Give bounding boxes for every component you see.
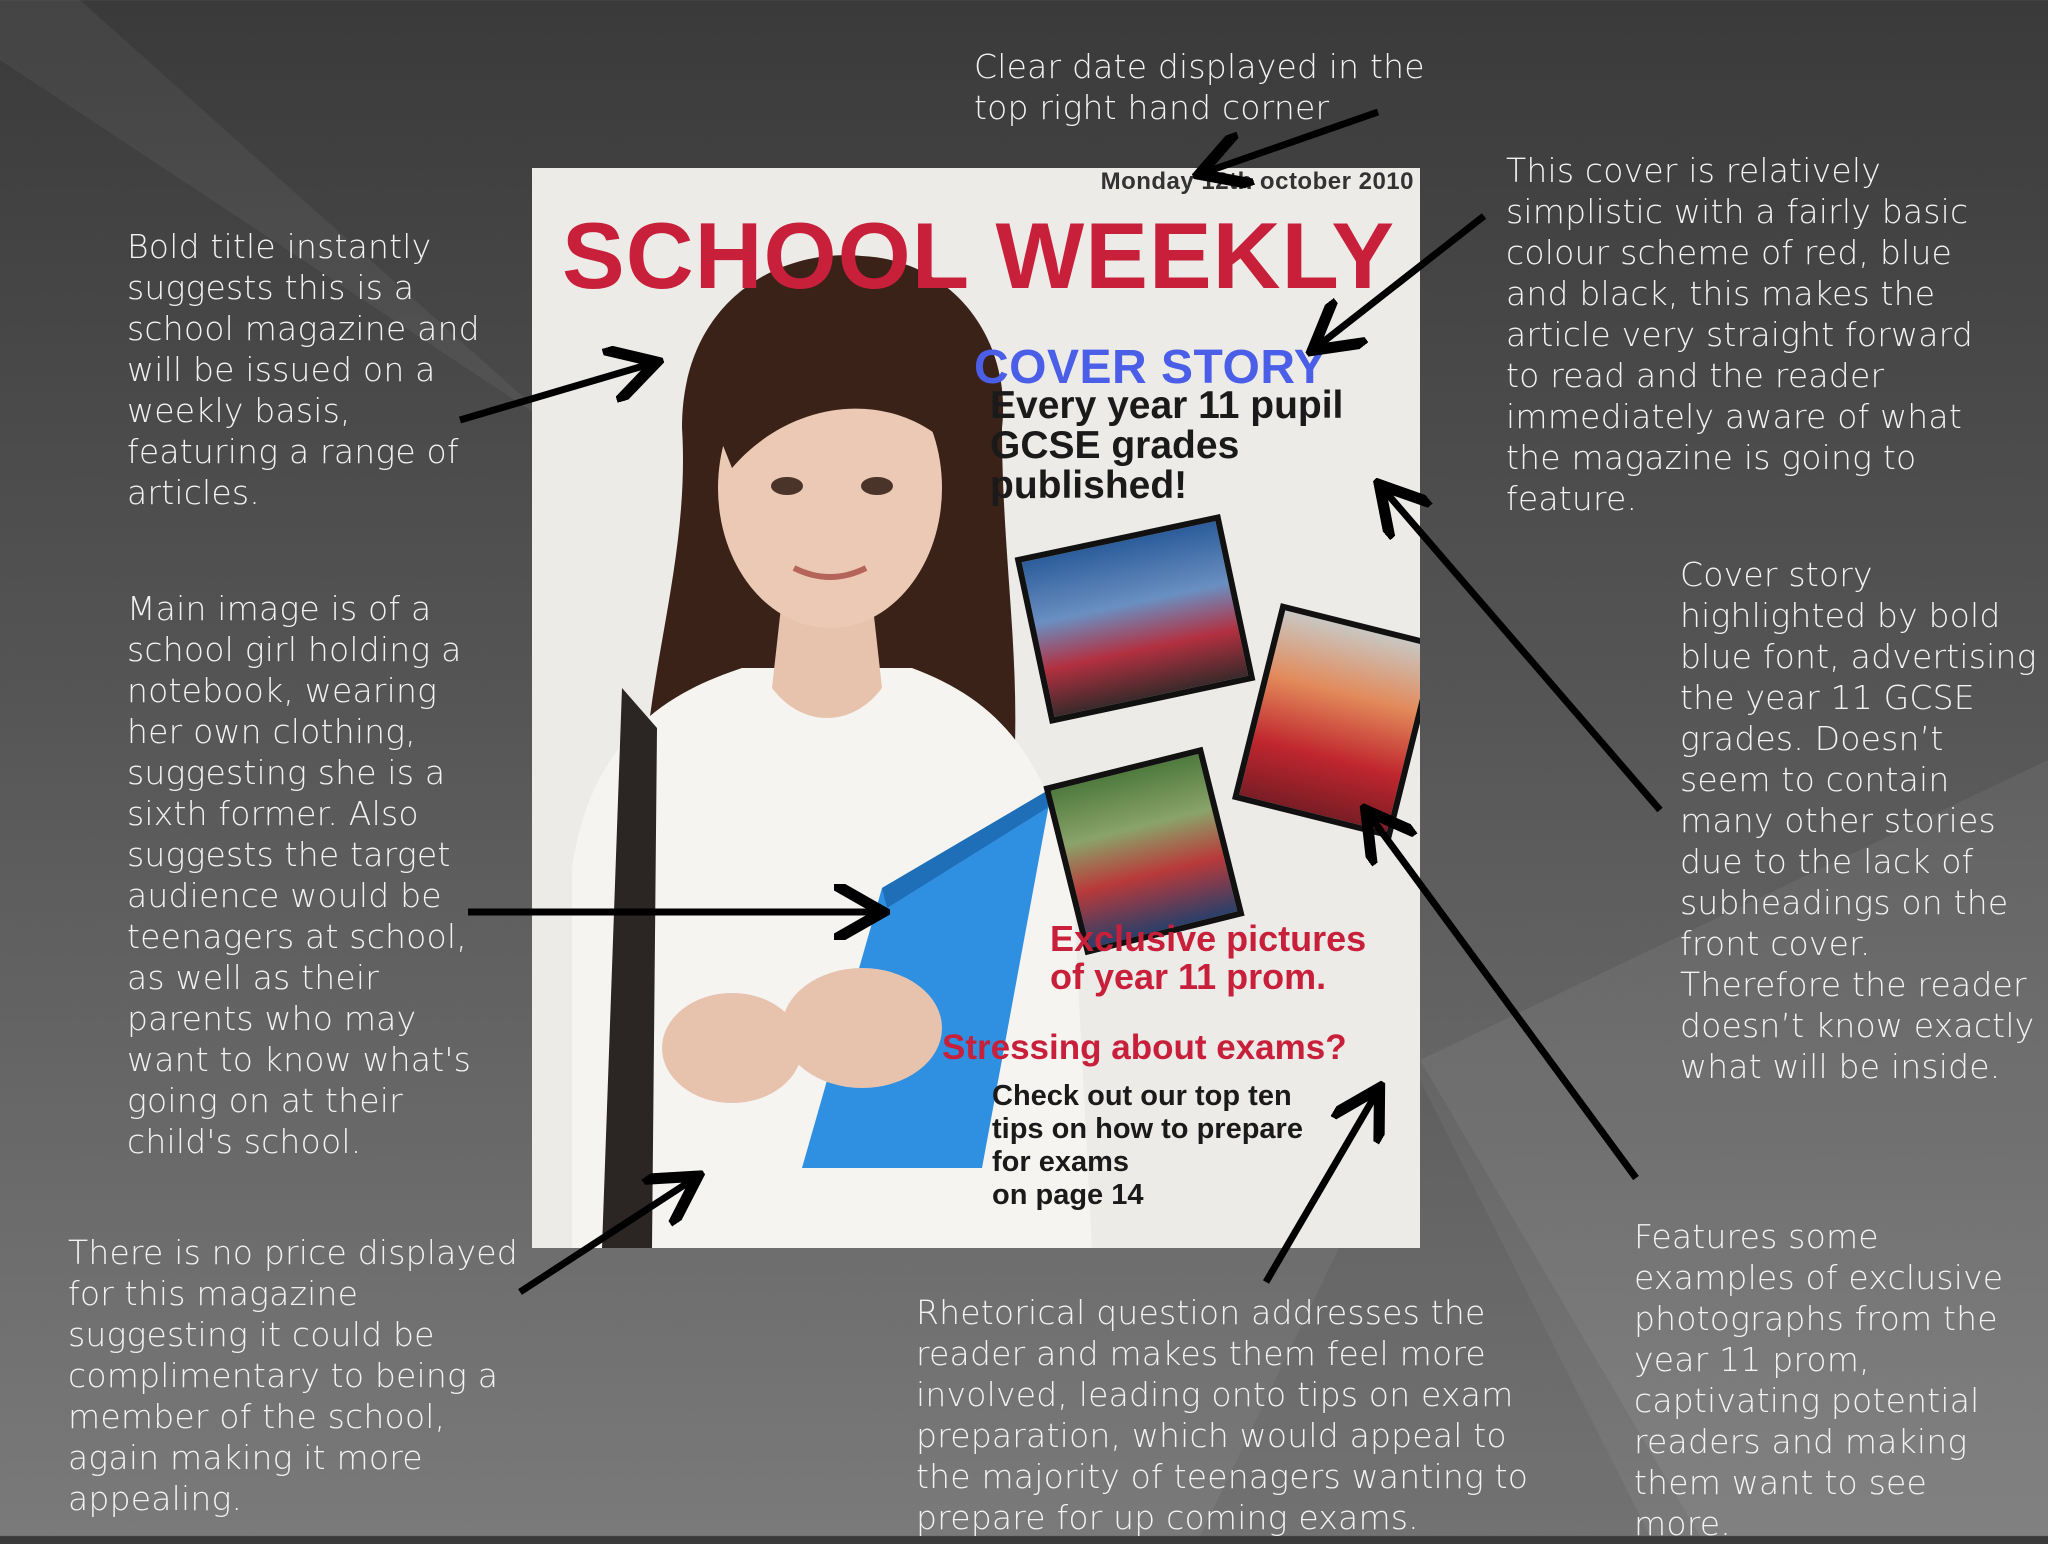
headline-line: Every year 11 pupil — [990, 384, 1344, 427]
arrow-title — [460, 364, 650, 420]
rhetorical-question-note: Rhetorical question addresses the reader and makes them feel more involved, leading onto tips on exam preparation, which would appeal to the majority of teenagers wanting to prepare for up coming exams. — [916, 1293, 1529, 1537]
arrow-photos — [1370, 816, 1636, 1178]
arrow-colour — [1318, 216, 1484, 346]
title-note: Bold title instantly suggests this is a school magazine and will be issued on a weekly basis, featuring a range of articles. — [127, 227, 480, 512]
price-note: There is no price displayed for this magazine suggesting it could be complimentary to being a member of the school, again making it more appealing. — [68, 1233, 518, 1518]
cover-story-label: COVER STORY — [974, 341, 1327, 394]
prom-line: Exclusive pictures — [1050, 918, 1367, 959]
arrow-price — [520, 1180, 692, 1292]
tips-line: Check out our top ten — [992, 1080, 1292, 1112]
cover-exams-question: Stressing about exams? — [942, 1028, 1347, 1067]
date-note: Clear date displayed in the top right hand corner — [974, 47, 1425, 127]
cover-date: Monday 12th october 2010 — [1100, 168, 1414, 195]
tips-line: tips on how to prepare — [992, 1113, 1303, 1145]
tips-line: on page 14 — [992, 1179, 1144, 1211]
colour-scheme-note: This cover is relatively simplistic with a fairly basic colour scheme of red, blue and black, this makes the article very straight forward to read and the reader immediately aware of what the magazine is going to feature. — [1506, 151, 1973, 518]
cover-story-note: Cover story highlighted by bold blue font, advertising the year 11 GCSE grades. Doesn’t seem to contain many other stories due to the lack of subheadings on the front cover. Therefore the reader doesn’t know exactly what will be inside. — [1680, 555, 2037, 1086]
arrow-question — [1266, 1094, 1376, 1282]
prom-line: of year 11 prom. — [1050, 956, 1327, 997]
main-image-note: Main image is of a school girl holding a notebook, wearing her own clothing, suggesting she is a sixth former. Also suggests the target audience would be teenagers at school, as well as their parents who may want to know what's going on at their child's school. — [127, 589, 471, 1161]
prom-photos-note: Features some examples of exclusive photographs from the year 11 prom, captivating potential readers and making them want to see more. — [1634, 1217, 2004, 1543]
arrow-cover-story — [1384, 490, 1660, 810]
arrow-date — [1206, 112, 1378, 172]
tips-line: for exams — [992, 1146, 1130, 1178]
headline-line: published! — [990, 464, 1188, 507]
cover-title: SCHOOL WEEKLY — [562, 203, 1396, 308]
headline-line: GCSE grades — [990, 424, 1240, 467]
